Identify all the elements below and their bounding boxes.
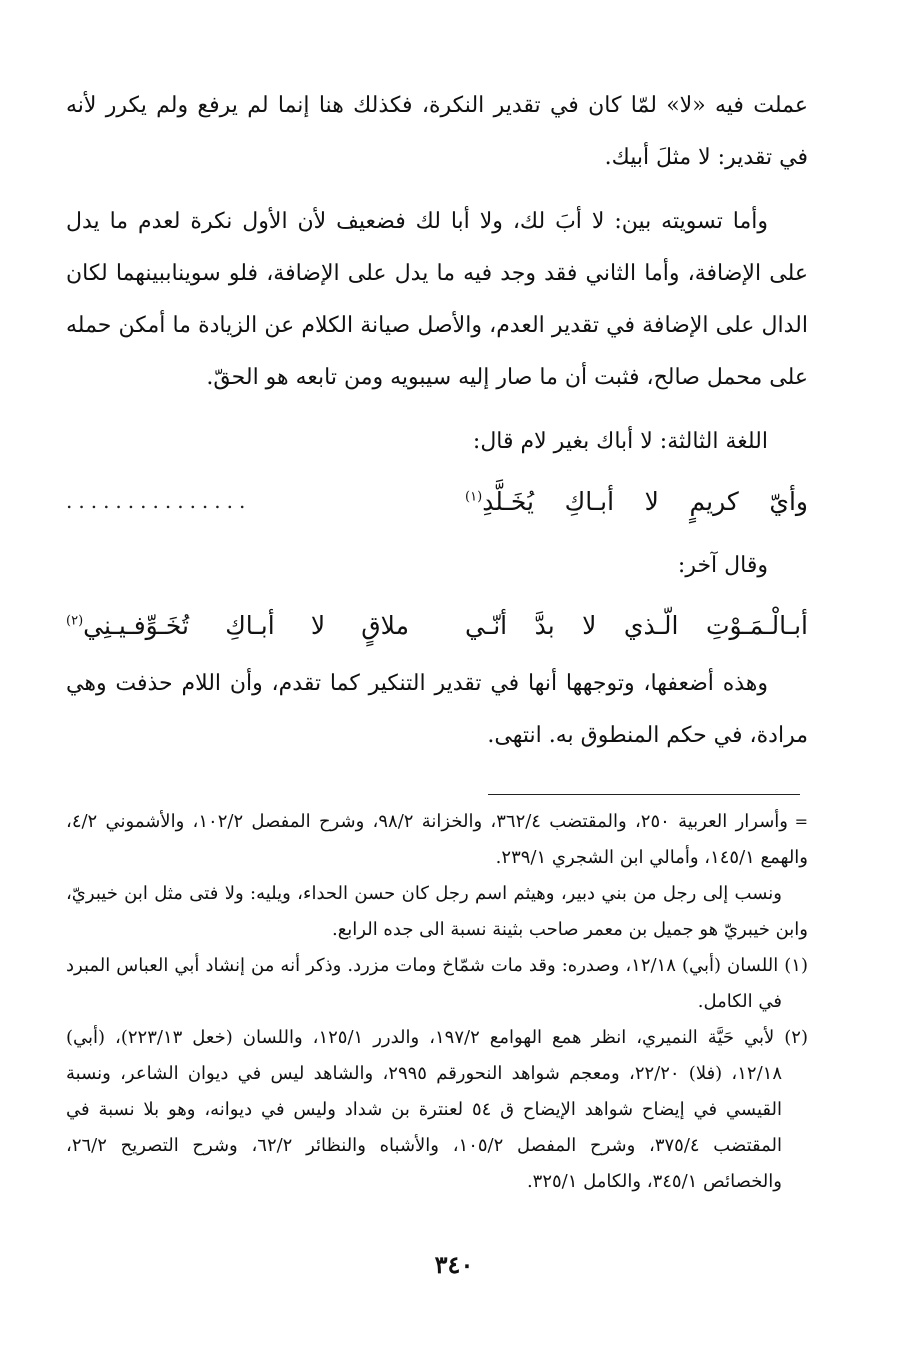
footnote-ref-1: (١) xyxy=(465,489,483,505)
verse-word: لا xyxy=(582,610,597,640)
verse-word: أنّـي xyxy=(465,610,508,640)
footnote-continuation-text: وأسرار العربية ٢٥٠، والمقتضب ٣٦٢/٤، والخزانة ٩٨/٢، وشرح المفصل ١٠٢/٢، والأشموني ٤/٢، والهمع ١٤٥/١، وأمالي ابن الشجري ٢٣٩/١. xyxy=(66,811,808,868)
main-text xyxy=(66,80,808,762)
footnotes-section xyxy=(66,804,808,1200)
footnote-2: (٢) لأبي حَيَّة النميري، انظر همع الهوامع ١٩٧/٢، والدرر ١٢٥/١، واللسان (خعل ٢٢٣/١٣)، (أبي) ١٢/١٨، (فلا) ٢٢/٢٠، ومعجم شواهد النحورقم ٢٩٩٥، والشاهد ليس في ديوان الشاعر، ونسبة القيسي في إيضاح شواهد الإيضاح ق ٥٤ لعنترة بن شداد وليس في ديوانه، وهو بلا نسبة في المقتضب ٣٧٥/٤، وشرح المفصل ١٠٥/٢، والأشباه والنظائر ٦٢/٢، وشرح التصريح ٢٦/٢، والخصائص ٣٤٥/١، والكامل ٣٢٥/١. xyxy=(66,1027,808,1192)
verse-word xyxy=(66,611,189,640)
verse-1 xyxy=(66,472,808,530)
verse-1-omitted-dots: ............... xyxy=(66,489,252,513)
verse-word: لا xyxy=(310,610,326,640)
page-number: ٣٤٠ xyxy=(434,1250,474,1279)
verse-word-text: تُخَـوِّفـيـنِي xyxy=(83,610,189,640)
verse-word: كريمٍ xyxy=(689,486,739,516)
verse-word: بدَّ xyxy=(534,610,555,640)
verse-1-second-hemistich xyxy=(66,489,437,513)
paragraph-4: وهذه أضعفها، وتوجهها أنها في تقدير التنكير كما تقدم، وأن اللام حذفت وهي مرادة، في حكم المنطوق به. انتهى. xyxy=(66,671,808,748)
verse-word: الّـذي xyxy=(623,610,679,640)
verse-word: أبـاكِ xyxy=(564,486,615,516)
verse-word: ملاقٍ xyxy=(361,610,409,640)
footnote-continuation-2: ونسب إلى رجل من بني دبير، وهيثم اسم رجل كان حسن الحداء، ويليه: ولا فتى مثل ابن خيبريّ، وابن خيبريّ هو جميل بن معمر صاحب بثينة نسبة الى جده الرابع. xyxy=(66,883,808,940)
footnote-ref-2: (٢) xyxy=(66,613,84,629)
footnote-divider xyxy=(488,794,800,795)
verse-word: وأيّ xyxy=(769,486,808,516)
verse-word: أبـاكِ xyxy=(225,610,275,640)
verse-word: أبـالْـمَـوْتِ xyxy=(705,610,808,640)
verse-1-first-hemistich xyxy=(437,487,808,516)
paragraph-3: اللغة الثالثة: لا أباك بغير لام قال: xyxy=(472,429,768,454)
continuation-mark: = xyxy=(794,812,808,831)
paragraph-2: وأما تسويته بين: لا أبَ لك، ولا أبا لك فضعيف لأن الأول نكرة لعدم ما يدل على الإضافة، وأما الثاني فقد وجد فيه ما يدل على الإضافة، فلو سويناببينهما لكان الدال على الإضافة في تقدير العدم، والأصل صيانة الكلام عن الزيادة ما أمكن حمله على محمل صالح، فثبت أن ما صار إليه سيبويه ومن تابعه هو الحقّ. xyxy=(66,209,808,390)
verse-word-text: يُخَـلَّدِ xyxy=(482,486,535,516)
verse-2-second-hemistich xyxy=(66,611,437,640)
verse-word: لا xyxy=(644,486,659,516)
verse-2 xyxy=(66,596,808,654)
verse-word xyxy=(465,487,534,516)
paragraph-1: عملت فيه «لا» لمّا كان في تقدير النكرة، فكذلك هنا إنما لم يرفع ولم يكرر لأنه في تقدير: لا مثلَ أبيك. xyxy=(66,93,808,170)
footnote-continuation-1 xyxy=(66,804,808,876)
verse-2-intro: وقال آخر: xyxy=(677,553,768,578)
footnote-1: (١) اللسان (أبي) ١٢/١٨، وصدره: وقد مات شمّاخ ومات مزرد. وذكر أنه من إنشاد أبي العباس المبرد في الكامل. xyxy=(66,955,808,1012)
verse-2-first-hemistich xyxy=(437,611,808,640)
